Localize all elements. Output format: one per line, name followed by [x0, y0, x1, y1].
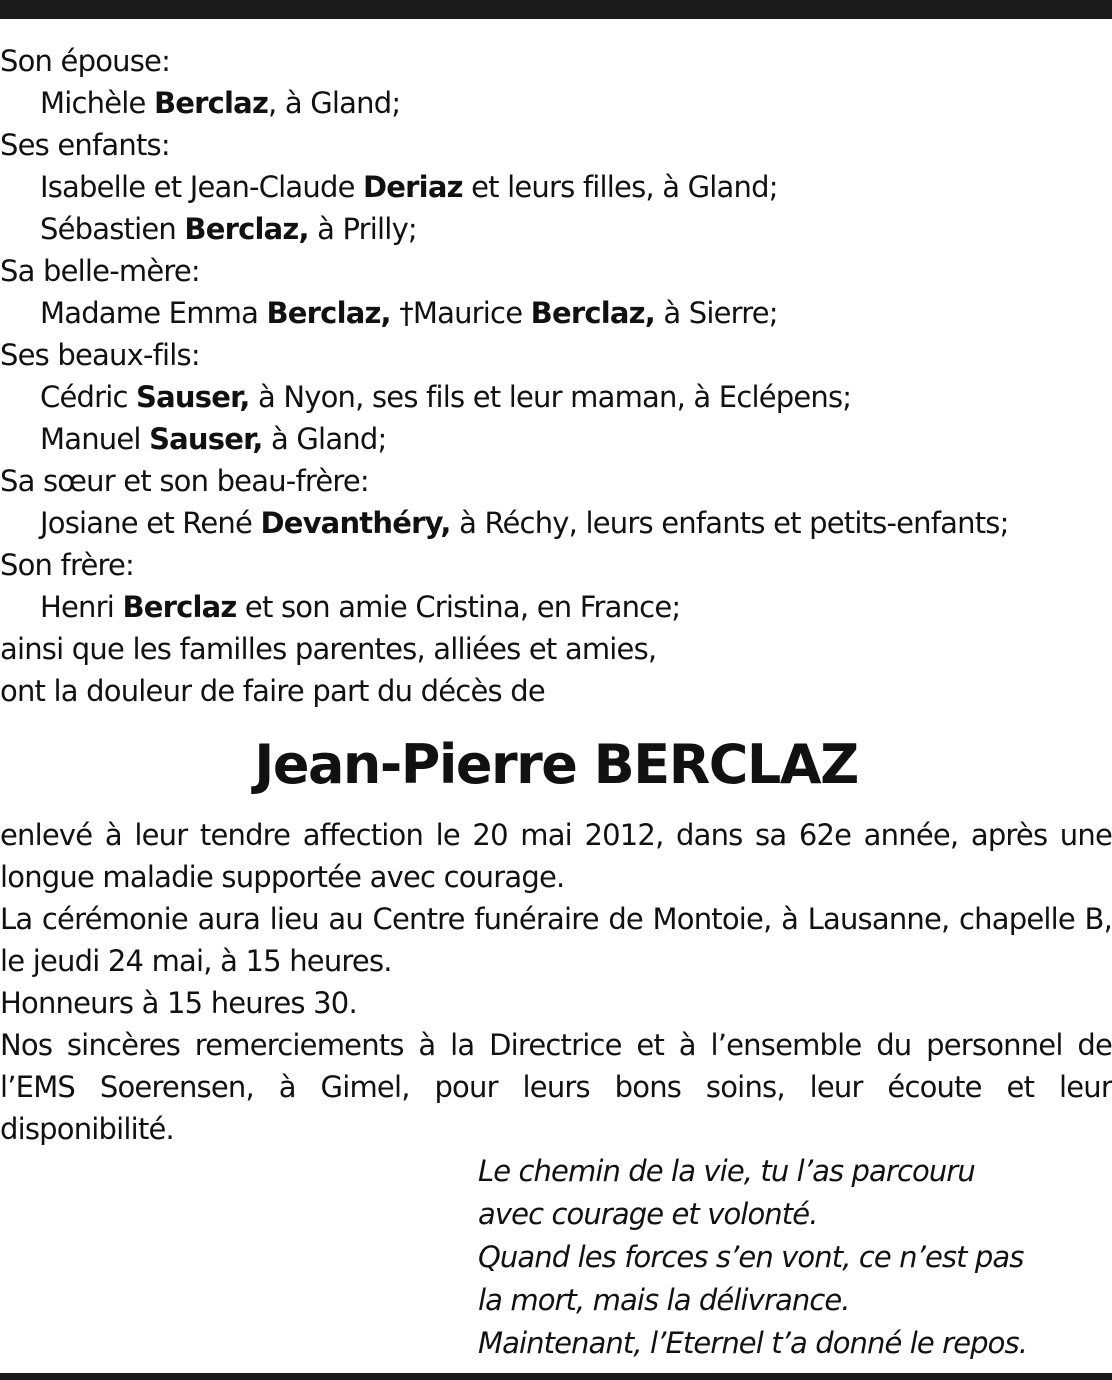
family-line: Son épouse: [0, 44, 171, 78]
deceased-name: Jean-Pierre BERCLAZ [254, 733, 858, 796]
honneurs-paragraph: Honneurs à 15 heures 30. [0, 986, 357, 1020]
family-line: Sébastien Berclaz, à Prilly; [40, 212, 417, 246]
family-line: Sa sœur et son beau-frère: [0, 464, 369, 498]
family-line: Josiane et René Devanthéry, à Réchy, leurs enfants et petits-enfants; [40, 506, 1009, 540]
family-line: Henri Berclaz et son amie Cristina, en France; [40, 590, 681, 624]
poem-line: Le chemin de la vie, tu l’as parcouru [478, 1154, 975, 1188]
family-line: Ses beaux-fils: [0, 338, 200, 372]
poem-line: Maintenant, l’Eternel t’a donné le repos. [478, 1326, 1028, 1360]
family-line: Michèle Berclaz, à Gland; [40, 86, 401, 120]
family-line: Sa belle-mère: [0, 254, 200, 288]
ceremony-paragraph: La cérémonie aura lieu au Centre funéraire de Montoie, à Lausanne, chapelle B, le jeudi 24 mai, à 15 heures. [0, 902, 1112, 978]
family-line: Son frère: [0, 548, 134, 582]
death-paragraph: enlevé à leur tendre affection le 20 mai 2012, dans sa 62e année, après une longue maladie supportée avec courage. [0, 818, 1112, 894]
family-line: Manuel Sauser, à Gland; [40, 422, 387, 456]
poem-line: Quand les forces s’en vont, ce n’est pas [478, 1240, 1024, 1274]
family-line: Ses enfants: [0, 128, 170, 162]
family-list [0, 40, 1112, 712]
family-line: Madame Emma Berclaz, †Maurice Berclaz, à Sierre; [40, 296, 778, 330]
family-line: Isabelle et Jean-Claude Deriaz et leurs filles, à Gland; [40, 170, 778, 204]
family-line: ont la douleur de faire part du décès de [0, 674, 545, 708]
poem-line: la mort, mais la délivrance. [478, 1283, 850, 1317]
top-rule [0, 0, 1112, 19]
family-line: Cédric Sauser, à Nyon, ses fils et leur maman, à Eclépens; [40, 380, 852, 414]
bottom-rule [0, 1373, 1112, 1380]
poem [478, 1150, 1108, 1365]
poem-line: avec courage et volonté. [478, 1197, 818, 1231]
thanks-paragraph: Nos sincères remerciements à la Directrice et à l’ensemble du personnel de l’EMS Soerensen, à Gimel, pour leurs bons soins, leur écoute et leur disponibilité. [0, 1028, 1112, 1146]
family-line: ainsi que les familles parentes, alliées et amies, [0, 632, 657, 666]
